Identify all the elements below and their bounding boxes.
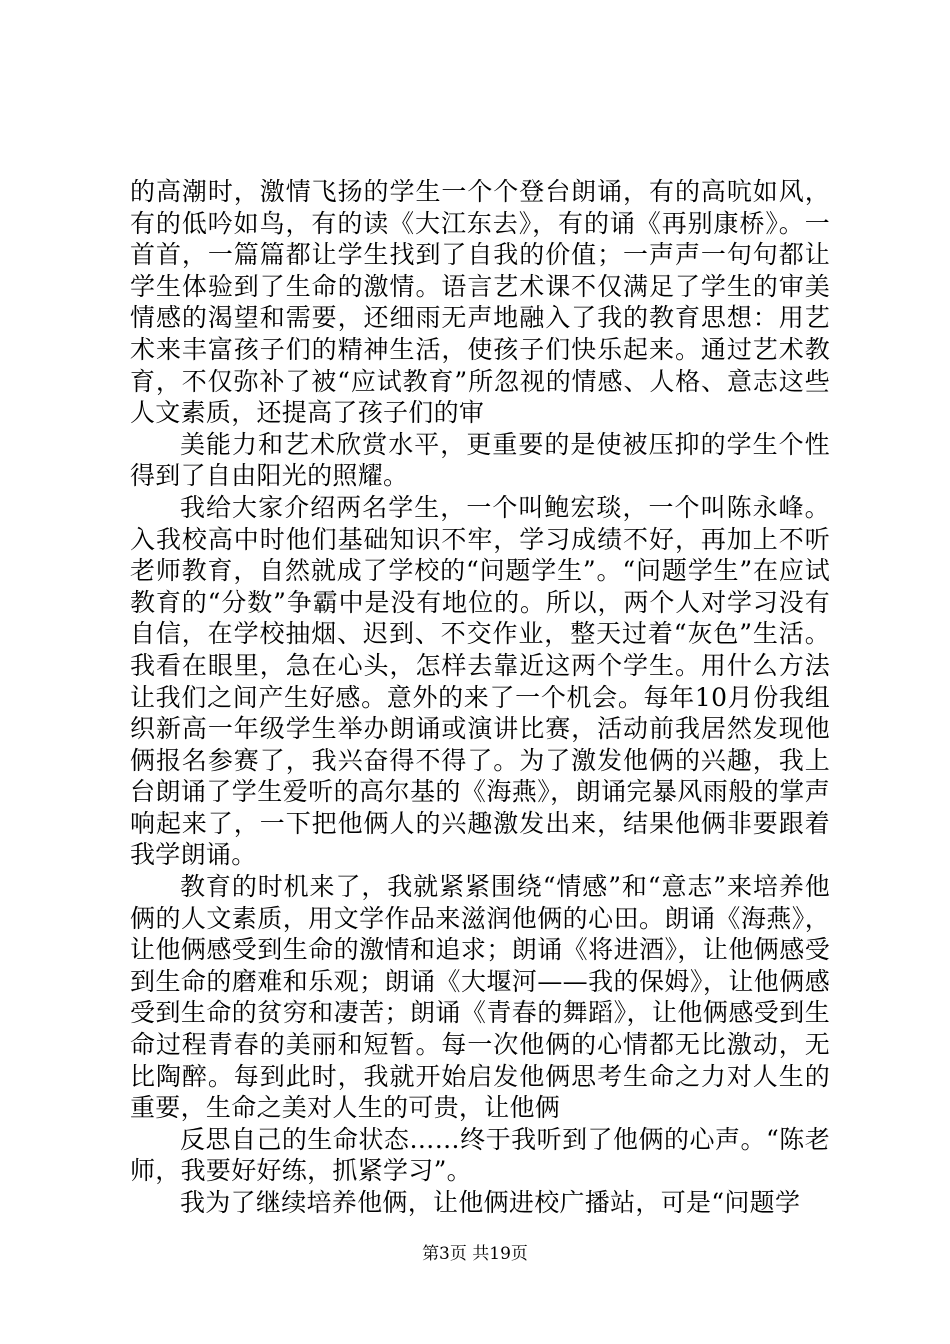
paragraph-5: 反思自己的生命状态……终于我听到了他俩的心声。“陈老师，我要好好练，抓紧学习”。 [130,1124,830,1186]
paragraph-1: 的高潮时，激情飞扬的学生一个个登台朗诵，有的高吭如风，有的低吟如鸟，有的读《大江东去》，有的诵《再别康桥》。一首首，一篇篇都让学生找到了自我的价值；一声声一句句都让学生体验到了生命的激情。语言艺术课不仅满足了学生的审美情感的渴望和需要，还细雨无声地融入了我的教育思想：用艺术来丰富孩子们的精神生活，使孩子们快乐起来。通过艺术教育，不仅弥补了被“应试教育”所忽视的情感、人格、意志这些人文素质，还提高了孩子们的审 [130,177,830,428]
paragraph-6: 我为了继续培养他俩，让他俩进校广播站，可是“问题学 [180,1188,801,1217]
body-text [130,176,830,1219]
paragraph-3: 我给大家介绍两名学生，一个叫鲍宏琰，一个叫陈永峰。入我校高中时他们基础知识不牢，学习成绩不好，再加上不听老师教育，自然就成了学校的“问题学生”。“问题学生”在应试教育的“分数”争霸中是没有地位的。所以，两个人对学习没有自信，在学校抽烟、迟到、不交作业，整天过着“灰色”生活。我看在眼里，急在心头，怎样去靠近这两个学生。用什么方法让我们之间产生好感。意外的来了一个机会。每年10月份我组织新高一年级学生举办朗诵或演讲比赛，活动前我居然发现他俩报名参赛了，我兴奋得不得了。为了激发他俩的兴趣，我上台朗诵了学生爱听的高尔基的《海燕》，朗诵完暴风雨般的掌声响起来了，一下把他俩人的兴趣激发出来，结果他俩非要跟着我学朗诵。 [130,492,830,870]
paragraph-2: 美能力和艺术欣赏水平，更重要的是使被压抑的学生个性得到了自由阳光的照耀。 [130,429,830,491]
page-footer: 第3页 共19页 [422,1244,528,1264]
paragraph-4: 教育的时机来了，我就紧紧围绕“情感”和“意志”来培养他俩的人文素质，用文学作品来滋润他俩的心田。朗诵《海燕》，让他俩感受到生命的激情和追求；朗诵《将进酒》，让他俩感受到生命的磨难和乐观；朗诵《大堰河——我的保姆》，让他俩感受到生命的贫穷和凄苦；朗诵《青春的舞蹈》，让他俩感受到生命过程青春的美丽和短暂。每一次他俩的心情都无比激动，无比陶醉。每到此时，我就开始启发他俩思考生命之力对人生的重要，生命之美对人生的可贵，让他俩 [130,872,830,1123]
